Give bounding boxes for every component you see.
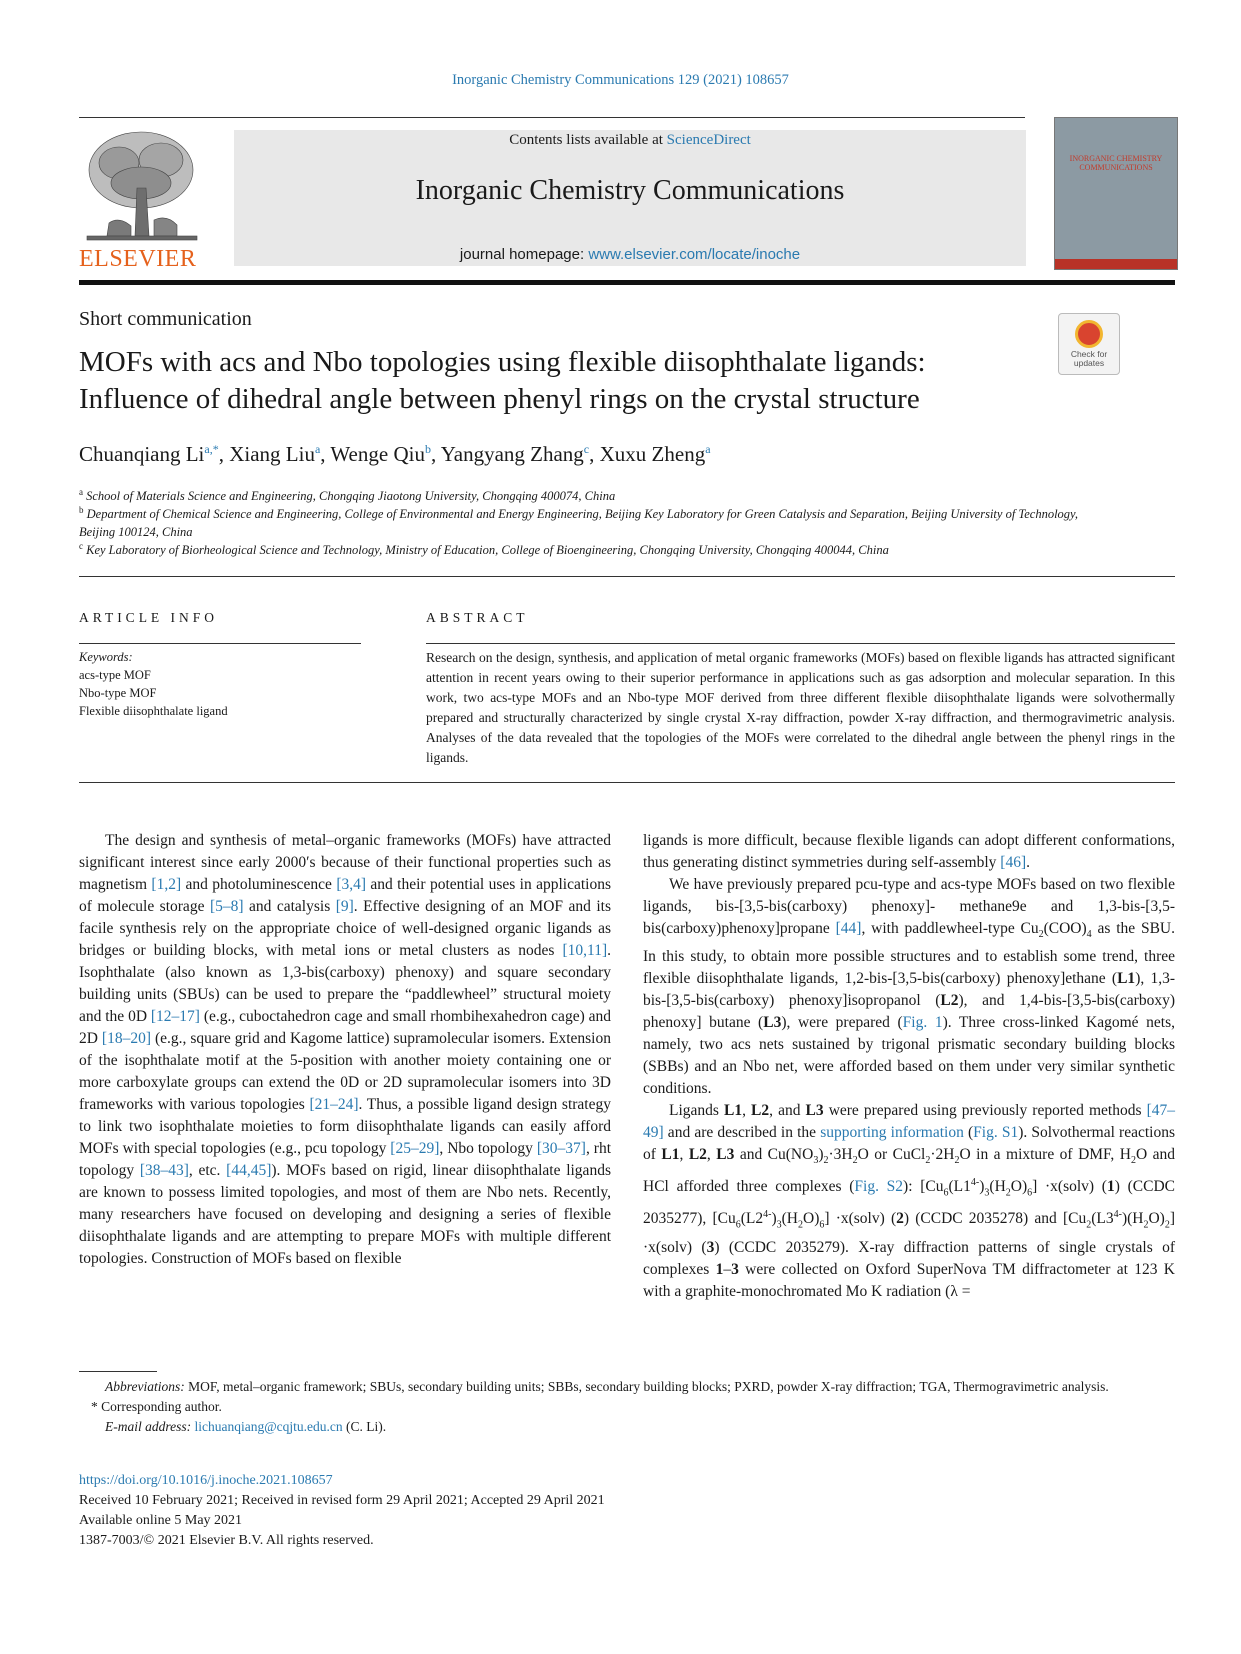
author-affil-mark[interactable]: b [424, 442, 431, 456]
bookmark-icon [1075, 320, 1103, 348]
citation-link[interactable]: [3,4] [336, 876, 367, 893]
body-paragraph: ligands is more difficult, because flexible ligands can adopt different conformations, thus generating distinct symmetries during self-assembly [46]. [643, 832, 1175, 871]
article-info-heading: ARTICLE INFO [79, 610, 219, 625]
cover-bar [1055, 259, 1177, 269]
body-column-left [79, 830, 611, 1270]
author-name[interactable]: Xiang Liu [229, 442, 315, 466]
contents-prefix: Contents lists available at [509, 132, 667, 148]
citation-link[interactable]: [1,2] [151, 876, 182, 893]
citation-link[interactable]: [21–24] [309, 1096, 359, 1113]
figure-link[interactable]: Fig. 1 [902, 1014, 943, 1032]
affil-mark: b [79, 505, 84, 515]
corresponding-note: * Corresponding author. [91, 1399, 222, 1414]
journal-title: Inorganic Chemistry Communications [415, 175, 845, 206]
author-affil-mark[interactable]: a [705, 442, 711, 456]
abstract-text: Research on the design, synthesis, and application of metal organic frameworks (MOFs) based on flexible ligands has attracted significant attention in recent years owing to their superior performance in applications such as gas adsorption and molecular separation. In this work, two acs-type MOFs and an Nbo-type MOF derived from three different flexible diisophthalate ligands were solvothermally prepared and structurally characterized by single crystal X-ray diffraction, powder X-ray diffraction, and thermogravimetric analysis. Analyses of the data revealed that the topologies of the MOFs were correlated to the dihedral angle between the phenyl rings in the ligands. [426, 650, 1175, 765]
author-affil-mark[interactable]: c [583, 442, 590, 456]
email-note [79, 1417, 1175, 1437]
affil-text: School of Materials Science and Engineering, Chongqing Jiaotong University, Chongqing 400074, China [86, 489, 616, 504]
citation-link[interactable]: [46] [1000, 854, 1027, 871]
author-name[interactable]: Wenge Qiu [330, 442, 425, 466]
section-rule [79, 576, 1175, 577]
affil-mark: c [79, 541, 83, 551]
author-list: Chuanqiang $Li^{a,*}$, Xiang Liu$^a$, Wenge Qiu$^b$, Yangyang Zhang$^c$, Xuxu Zheng$^a$ [79, 442, 711, 466]
email-label: E-mail address: [105, 1419, 192, 1434]
homepage-line [234, 246, 1026, 263]
doi-link[interactable]: https://doi.org/10.1016/j.inoche.2021.108657 [79, 1473, 333, 1488]
affiliation-b [79, 501, 1079, 541]
citation-link[interactable]: [25–29] [390, 1140, 440, 1157]
contents-line [234, 132, 1026, 149]
article-type: Short communication [79, 308, 252, 330]
sciencedirect-link[interactable]: ScienceDirect [666, 132, 751, 148]
copyright: 1387-7003/© 2021 Elsevier B.V. All rights reserved. [79, 1533, 374, 1548]
author-name[interactable]: Chuanqiang Li [79, 442, 205, 466]
author-affil-mark[interactable]: a [314, 442, 321, 456]
citation-link[interactable]: [18–20] [101, 1030, 151, 1047]
keywords-label: Keywords: [79, 650, 133, 664]
supporting-info-link[interactable]: supporting information [820, 1124, 964, 1142]
affil-text: Key Laboratory of Biorheological Science and Technology, Ministry of Education, College of Bioengineering, Chongqing University, Chongqing 400044, China [86, 543, 889, 558]
publisher-logo-text: ELSEVIER [79, 246, 197, 272]
header-rule [79, 117, 1025, 118]
abstract-rule [426, 643, 1175, 644]
article-title [79, 344, 1039, 418]
check-for-updates-badge[interactable] [1058, 313, 1120, 375]
homepage-prefix: journal homepage: [459, 246, 589, 263]
citation-link[interactable]: [10,11] [562, 942, 608, 959]
keyword: Nbo-type MOF [79, 686, 157, 700]
body-paragraph: The design and synthesis of metal–organic frameworks (MOFs) have attracted significant interest since early 2000′s because of their functional properties such as magnetism [1,2] and photoluminescence [3,4] and their potential uses in applications of molecule storage [5–8] and catalysis [9]. Effective designing of an MOF and its facile synthesis rely on the appropriate choice of well-designed organic ligands as bridges or building blocks, with metal ions or metal clusters as nodes [10,11]. Isophthalate (also known as 1,3-bis(carboxy) phenoxy) and square secondary building units (SBUs) can be used to prepare the “paddlewheel” structural moiety and the 0D [12–17] (e.g., cuboctahedron cage and small rhombihexahedron cage) and 2D [18–20] (e.g., square grid and Kagome lattice) supramolecular isomers. Extension of the isophthalate motif at the 5-position with another moiety containing one or more carboxylate groups can extend the 0D or 2D supramolecular isomers into 3D frameworks with various topologies [21–24]. Thus, a possible ligand design strategy to link two isophthalate moieties to form diisophthalate ligands can easily afford MOFs with special topologies (e.g., pcu topology [25–29], Nbo topology [30–37], rht topology [38–43], etc. [44,45]). MOFs based on rigid, linear diisophthalate ligands are known to possess limited topologies, and most of them are Nbo nets. Recently, many researchers have focused on developing and designing a series of flexible diisophthalate ligands and are attempting to prepare MOFs with multiple different topologies. Construction of MOFs based on flexible [79, 832, 612, 1267]
figure-link[interactable]: Fig. S1 [973, 1124, 1019, 1142]
citation-link[interactable]: [38–43] [139, 1162, 189, 1179]
citation-link[interactable]: [47–49] [643, 1102, 1176, 1142]
body-paragraph: We have previously prepared pcu-type and acs-type MOFs based on two flexible ligands, bis-[3,5-bis(carboxy) phenoxy]- methane9e and 1,3-bis-[3,5-bis(carboxy)phenoxy]propane [44], with paddlewheel-type $Cu_2(COO)_4$ as the SBU. In this study, to obtain more possible structures and to establish some trend, three flexible diisophthalate ligands, 1,2-bis-[3,5-bis(carboxy) phenoxy]ethane (L1), 1,3-bis-[3,5-bis(carboxy) phenoxy]isopropanol (L2), and 1,4-bis-[3,5-bis(carboxy) phenoxy] butane (L3), were prepared (Fig. 1). Three cross-linked Kagomé nets, namely, two acs nets sustained by trigonal prismatic secondary building blocks (SBBs) and an Nbo net, were afforded based on them under very similar synthetic conditions. [643, 876, 1176, 1098]
body-column-right [643, 830, 1175, 1303]
footnotes [79, 1377, 1175, 1437]
citation-link[interactable]: [5–8] [209, 898, 244, 915]
figure-link[interactable]: Fig. S2 [854, 1178, 904, 1196]
abstract-end-rule [79, 782, 1175, 783]
author-name[interactable]: Xuxu Zheng [599, 442, 706, 466]
check-updates-label: Check for updates [1070, 349, 1108, 368]
author-affil-mark[interactable]: a,* [204, 442, 219, 456]
article-info-rule [79, 643, 361, 644]
publication-info [79, 1471, 605, 1551]
email-link[interactable]: lichuanqiang@cqjtu.edu.cn [194, 1419, 343, 1434]
cover-title: INORGANIC CHEMISTRY COMMUNICATIONS [1069, 154, 1163, 172]
affil-text: Department of Chemical Science and Engineering, College of Environmental and Energy Engineering, Beijing Key Laboratory for Green Catalysis and Separation, Beijing University of Technology, Beijing 100124, China [79, 507, 1079, 540]
abstract-heading: ABSTRACT [426, 610, 529, 625]
abbreviations-note [79, 1377, 1175, 1397]
journal-reference[interactable]: Inorganic Chemistry Communications 129 (2021) 108657 [452, 72, 789, 88]
citation-link[interactable]: [44] [835, 920, 862, 937]
abbrev-text: MOF, metal–organic framework; SBUs, secondary building units; SBBs, secondary building blocks; PXRD, powder X-ray diffraction; TGA, Thermogravimetric analysis. [184, 1379, 1109, 1394]
email-suffix: (C. Li). [342, 1419, 387, 1434]
body-paragraph: Ligands L1, L2, and L3 were prepared using previously reported methods [47–49] and are described in the supporting information (Fig. S1). Solvothermal reactions of L1, L2, L3 and $Cu(NO_3)_2\cdot 3H_2O$ or $CuCl_2\cdot 2H_2O$ in a mixture of DMF, $H_2O$ and HCl afforded three complexes (Fig. S2): $[Cu_6(L1^{4-})_3(H_2O)_6]$ ·x(solv) (1) (CCDC 2035277), $[Cu_6(L2^{4-})_3(H_2O)_6]$ ·x(solv) (2) (CCDC 2035278) and $[Cu_2(L3^{4-})(H_2O)_2]$ ·x(solv) (3) (CCDC 2035279). X-ray diffraction patterns of single crystals of complexes 1–3 were collected on Oxford SuperNova TM diffractometer at 123 K with a graphite-monochromated Mo K radiation (λ = [643, 1102, 1176, 1300]
title-line-2: Influence of dihedral angle between phenyl rings on the crystal structure [79, 383, 920, 415]
footnote-rule [79, 1371, 157, 1372]
citation-link[interactable]: [44,45] [226, 1162, 272, 1179]
homepage-link[interactable]: www.elsevier.com/locate/inoche [588, 246, 801, 263]
affil-mark: a [79, 487, 83, 497]
received-dates: Received 10 February 2021; Received in revised form 29 April 2021; Accepted 29 April 2021 [79, 1493, 605, 1508]
keywords-block [79, 648, 228, 720]
abbrev-label: Abbreviations: [105, 1379, 185, 1394]
available-online: Available online 5 May 2021 [79, 1513, 243, 1528]
citation-link[interactable]: [9] [335, 898, 354, 915]
citation-link[interactable]: [30–37] [536, 1140, 586, 1157]
keyword: acs-type MOF [79, 668, 151, 682]
affiliation-c [79, 537, 1079, 559]
title-line-1: MOFs with acs and Nbo topologies using flexible diisophthalate ligands: [79, 346, 926, 378]
header-thick-rule [79, 280, 1175, 285]
keyword: Flexible diisophthalate ligand [79, 704, 228, 718]
author-name[interactable]: Yangyang Zhang [440, 442, 584, 466]
journal-cover-thumbnail[interactable] [1054, 117, 1178, 270]
citation-link[interactable]: [12–17] [150, 1008, 200, 1025]
